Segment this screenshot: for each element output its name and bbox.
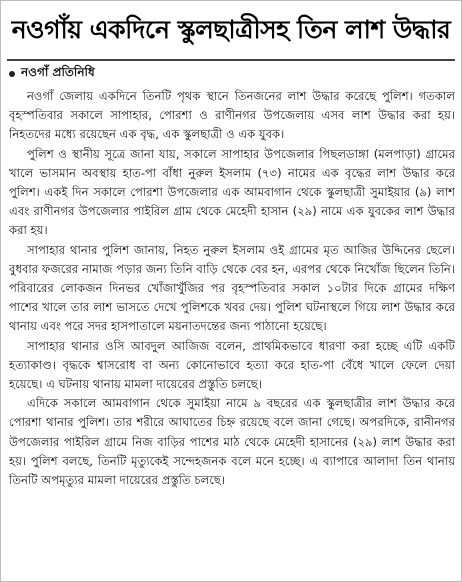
- article-paragraph: এদিকে সকালে আমবাগান থেকে সুমাইয়া নামে ৯ বছরের এক স্কুলছাত্রীর লাশ উদ্ধার করে পোরশা থানার পুলিশ। তার শরীরে আঘাতের চিহ্ন রয়েছে বলে জানা গেছে। অপরদিকে, রানীনগর উপজেলার পাইরিল গ্রামে নিজ বাড়ির পাশের মাঠ থেকে মেহেদী হাসানের (২৯) লাশ উদ্ধার করা হয়। পুলিশ বলছে, তিনটি মৃত্যুকেই সন্দেহজনক বলে মনে হচ্ছে। এ ব্যাপারে আলাদা তিন থানায় তিনটি অপমৃত্যুর মামলা দায়েরের প্রস্তুতি চলছে।: [9, 396, 455, 488]
- article-paragraph: সাপাহার থানার পুলিশ জানায়, নিহত নুরুল ইসলাম ওই গ্রামের মৃত আজির উদ্দিনের ছেলে। বুধবার ফজরের নামাজ পড়ার জন্য তিনি বাড়ি থেকে বের হন, এরপর থেকে নিখোঁজ ছিলেন তিনি। পরিবারের লোকজন দিনভর খোঁজাখুঁজির পর বৃহস্পতিবার সকাল ১০টার দিকে গ্রামের দক্ষিণ পাশের খালে তার লাশ ভাসতে দেখে পুলিশকে খবর দেয়। পুলিশ ঘটনাস্থলে গিয়ে লাশ উদ্ধার করে থানায় এবং পরে সদর হাসপাতালে ময়নাতদন্তের জন্য পাঠানো হয়েছে।: [9, 242, 455, 334]
- article-paragraph: সাপাহার থানার ওসি আবদুল আজিজ বলেন, প্রাথমিকভাবে ধারণা করা হচ্ছে এটি একটি হত্যাকাণ্ড। বৃদ্ধকে শ্বাসরোধ বা অন্য কোনোভাবে হত্যা করে হাত-পা বেঁধে খালে ফেলে দেয়া হয়েছে। এ ঘটনায় থানায় মামলা দায়েরের প্রস্তুতি চলছে।: [9, 338, 455, 392]
- byline-text: নওগাঁ প্রতিনিধি: [21, 65, 95, 79]
- article-body: [9, 87, 455, 575]
- headline-bar: [1, 1, 461, 57]
- article-paragraph: পুলিশ ও স্থানীয় সূত্রে জানা যায়, সকালে সাপাহার উপজেলার পিছলডাঙ্গা (মলপাড়া) গ্রামের খালে ভাসমান অবস্থায় হাত-পা বাঁধা নুরুল ইসলাম (৭৩) নামের এক বৃদ্ধের লাশ উদ্ধার করে পুলিশ। একই দিন সকালে পোরশা উপজেলার এক আমবাগান থেকে স্কুলছাত্রী সুমাইয়ার (৯) লাশ এবং রাণীনগর উপজেলার পাইরিল গ্রাম থেকে মেহেদী হাসান (২৯) নামে এক যুবকের লাশ উদ্ধার করা হয়।: [9, 146, 455, 238]
- headline-divider: [7, 59, 455, 61]
- bullet-icon: [9, 71, 15, 77]
- byline: [9, 65, 95, 83]
- headline: নওগাঁয় একদিনে স্কুলছাত্রীসহ তিন লাশ উদ্ধার: [11, 14, 451, 44]
- article-paragraph: নওগাঁ জেলায় একদিনে তিনটি পৃথক স্থানে তিনজনের লাশ উদ্ধার করেছে পুলিশ। গতকাল বৃহস্পতিবার সকালে সাপাহার, পোরশা ও রাণীনগর উপজেলায় এসব লাশ উদ্ধার করা হয়। নিহতদের মধ্যে রয়েছেন এক বৃদ্ধ, এক স্কুলছাত্রী ও এক যুবক।: [9, 89, 455, 142]
